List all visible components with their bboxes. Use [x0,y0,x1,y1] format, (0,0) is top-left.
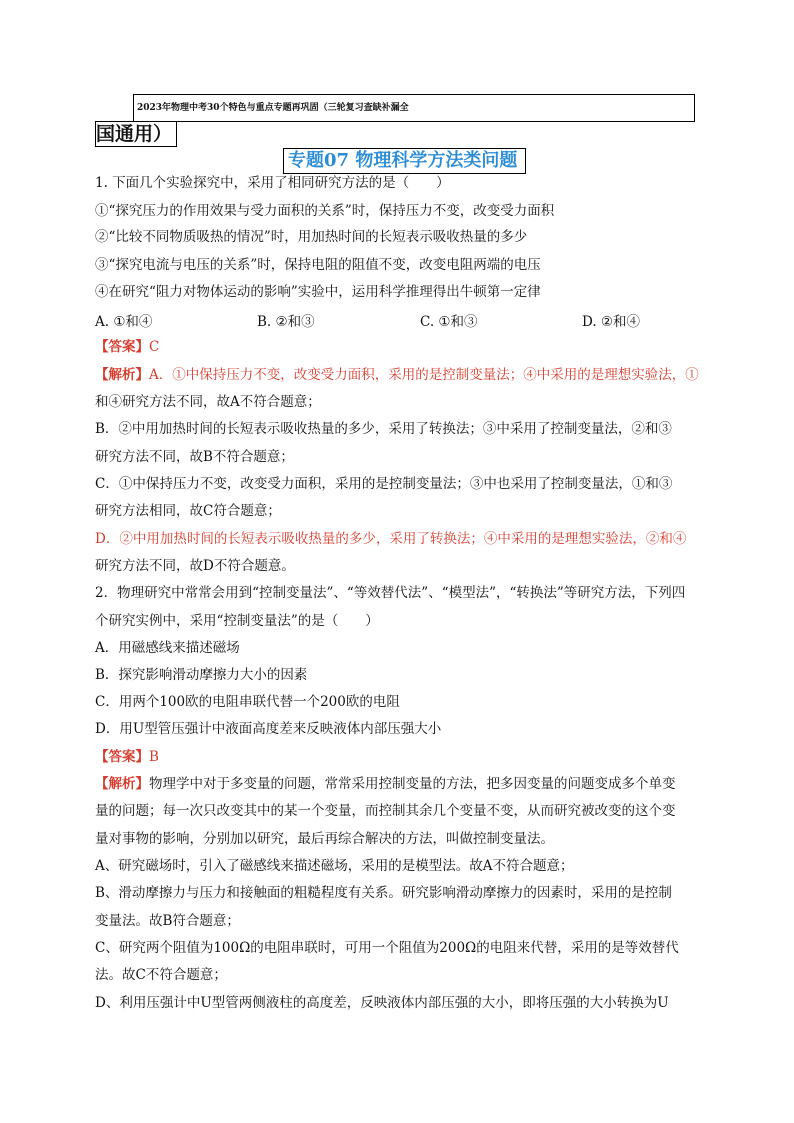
document-title [95,94,695,148]
q1-analysis-c1: C．①中保持压力不变，改变受力面积，采用的是控制变量法；③中也采用了控制变量法，①和③ [95,476,673,492]
q2-analysis-b2: 变量法。故B符合题意； [95,913,240,929]
q1-option-c: C. ①和③ [420,314,478,330]
title-line-2: 国通用） [95,122,177,147]
q2-stem-1: 2．物理研究中常常会用到“控制变量法”、“等效替代法”、“模型法”，“转换法”等研究方法，下列四 [95,585,686,601]
q2-analysis-p1-text: 物理学中对于多变量的问题，常常采用控制变量的方法，把多因变量的问题变成多个单变 [149,776,676,792]
q1-analysis-b1: B．②中用加热时间的长短表示吸收热量的多少，采用了转换法；③中采用了控制变量法，②和③ [95,421,672,437]
title-line-2-wrap [95,121,695,148]
q2-analysis-c1: C、研究两个阻值为100Ω的电阻串联时，可用一个阻值为200Ω的电阻来代替，采用的是等效替代 [95,940,679,956]
q1-analysis-label: 【解析】 [95,367,149,383]
q2-analysis-label: 【解析】 [95,776,149,792]
q2-answer-value: B [149,749,159,765]
q1-option-d: D. ②和④ [582,314,641,330]
q1-option-a: A. ①和④ [95,314,153,330]
q1-option-b: B. ②和③ [257,314,315,330]
q1-item-4: ④在研究“阻力对物体运动的影响”实验中，运用科学推理得出牛顿第一定律 [95,284,541,300]
q1-analysis-d1: D．②中用加热时间的长短表示吸收热量的多少，采用了转换法；④中采用的是理想实验法，②和④ [95,531,687,547]
q1-analysis-b2: 研究方法不同，故B不符合题意； [95,449,294,465]
q2-answer [95,748,159,766]
q1-item-1: ①“探究压力的作用效果与受力面积的关系”时，保持压力不变，改变受力面积 [95,203,555,219]
q2-analysis-p3: 量对事物的影响，分别加以研究，最后再综合解决的方法，叫做控制变量法。 [95,831,554,847]
q1-analysis-a1-text: A．①中保持压力不变，改变受力面积，采用的是控制变量法；④中采用的是理想实验法，① [149,367,699,383]
q2-option-a: A．用磁感线来描述磁场 [95,640,240,656]
q2-option-c: C．用两个100欧的电阻串联代替一个200欧的电阻 [95,694,400,710]
q2-option-b: B．探究影响滑动摩擦力大小的因素 [95,667,308,683]
q1-answer [95,338,159,356]
q2-analysis-a: A、研究磁场时，引入了磁感线来描述磁场，采用的是模型法。故A不符合题意； [95,858,574,874]
q1-analysis-a2: 和④研究方法不同，故A不符合题意； [95,394,321,410]
q1-analysis-c2: 研究方法相同，故C符合题意； [95,503,281,519]
q1-options [95,310,695,328]
q2-analysis-d1: D、利用压强计中U型管两侧液柱的高度差，反映液体内部压强的大小，即将压强的大小转换为U [95,995,669,1011]
q2-analysis-p1 [95,775,676,793]
q2-answer-label: 【答案】 [95,749,149,765]
title-line-1: 2023年物理中考30个特色与重点专题再巩固（三轮复习查缺补漏全 [133,94,695,121]
q1-analysis-d2: 研究方法不同，故D不符合题意。 [95,558,295,574]
topic-subtitle: 专题07 物理科学方法类问题 [283,148,526,174]
q2-option-d: D．用U型管压强计中液面高度差来反映液体内部压强大小 [95,721,442,737]
q1-item-2: ②“比较不同物质吸热的情况”时，用加热时间的长短表示吸收热量的多少 [95,229,528,245]
q1-analysis-a1 [95,366,699,384]
q2-analysis-p2: 量的问题；每一次只改变其中的某一个变量，而控制其余几个变量不变，从而研究被改变的这个变 [95,803,676,819]
q1-answer-value: C [149,339,160,355]
q1-stem: 1. 下面几个实验探究中，采用了相同研究方法的是（ ） [95,175,450,191]
q1-item-3: ③“探究电流与电压的关系”时，保持电阻的阻值不变，改变电阻两端的电压 [95,257,541,273]
q1-answer-label: 【答案】 [95,339,149,355]
q2-analysis-c2: 法。故C不符合题意； [95,967,227,983]
q2-analysis-b1: B、滑动摩擦力与压力和接触面的粗糙程度有关系。研究影响滑动摩擦力的因素时，采用的是控制 [95,885,672,901]
q2-stem-2: 个研究实例中，采用“控制变量法”的是（ ） [95,613,379,629]
